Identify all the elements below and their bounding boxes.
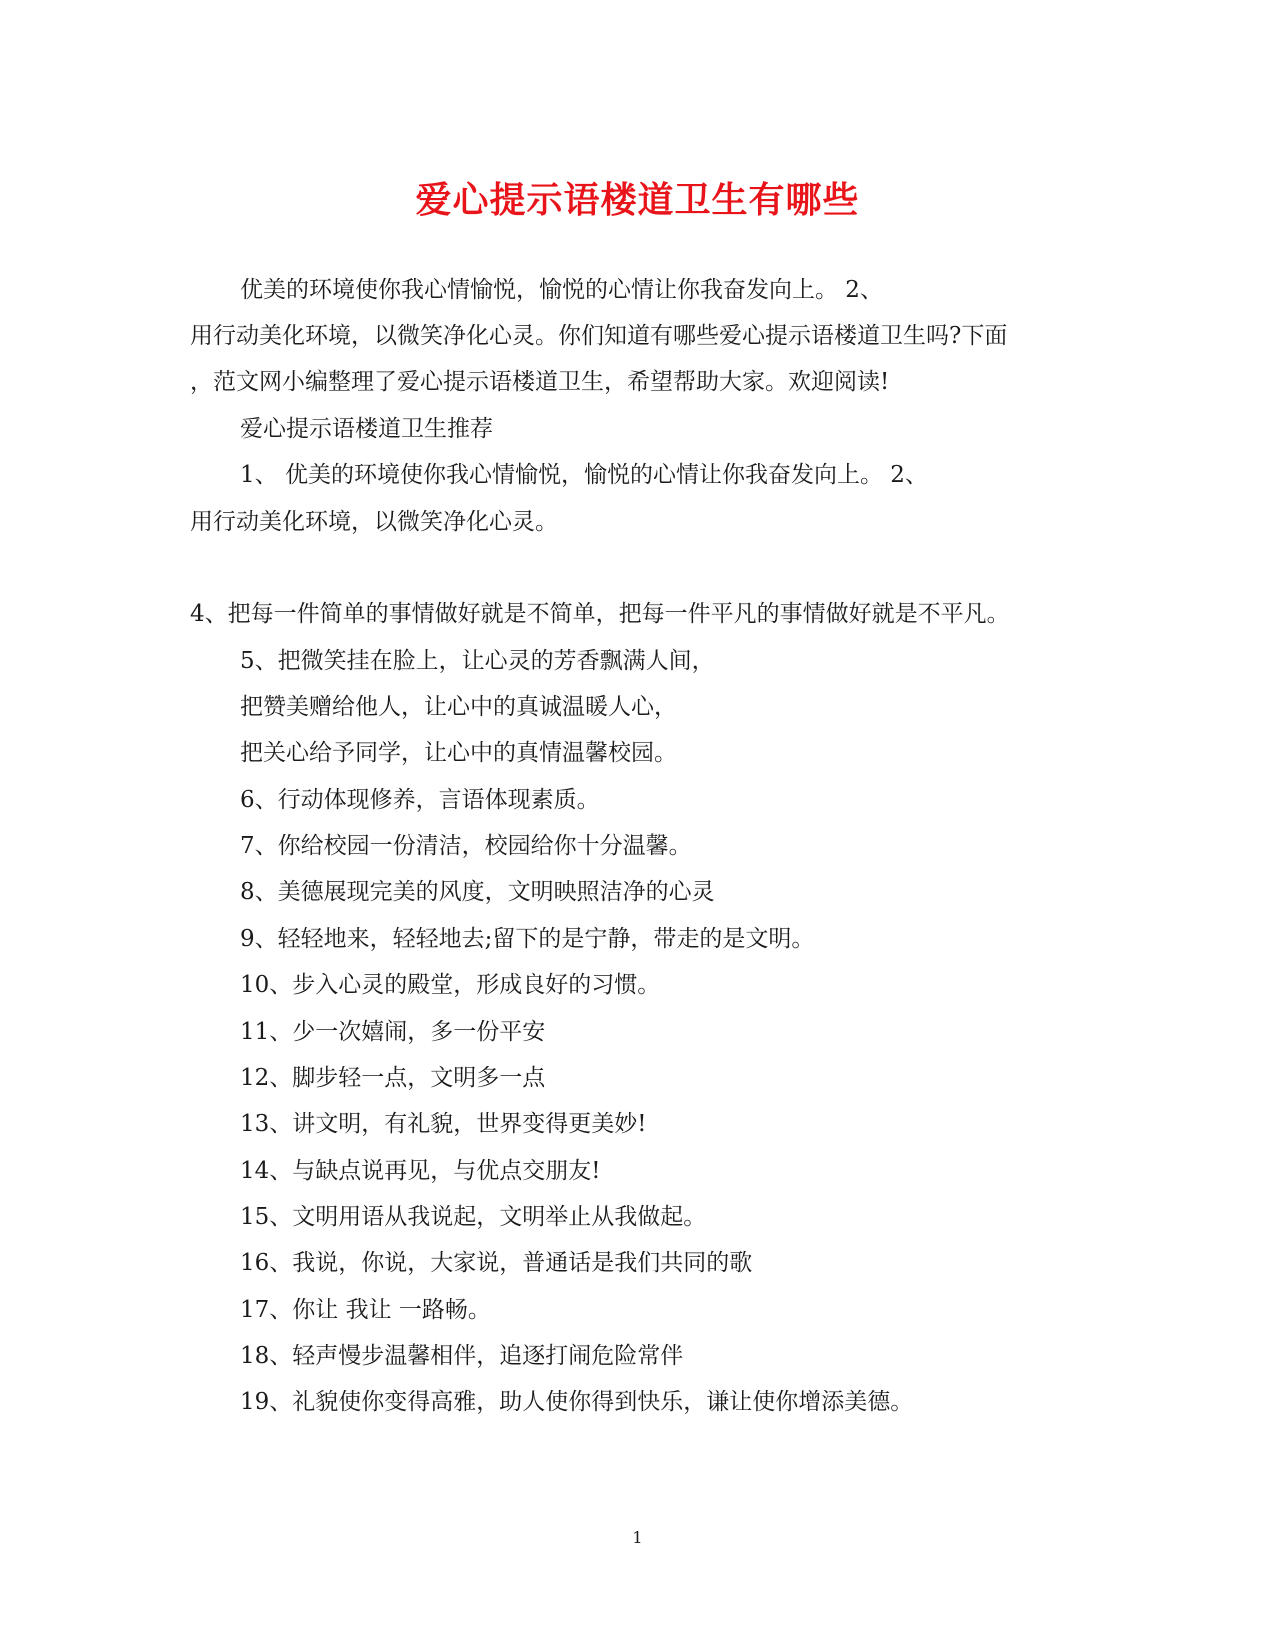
list-item: 9、轻轻地来，轻轻地去;留下的是宁静，带走的是文明。: [240, 926, 815, 952]
list-item: 11、少一次嬉闹，多一份平安: [240, 1019, 546, 1045]
list-item: 7、你给校园一份清洁，校园给你十分温馨。: [240, 833, 692, 859]
item-5-line-1: 5、把微笑挂在脸上，让心灵的芳香飘满人间，: [240, 648, 715, 674]
item-4: 4、把每一件简单的事情做好就是不简单，把每一件平凡的事情做好就是不平凡。: [190, 601, 1010, 627]
intro-line-2: 用行动美化环境，以微笑净化心灵。你们知道有哪些爱心提示语楼道卫生吗?下面: [190, 323, 1008, 349]
intro-line-3: ，范文网小编整理了爱心提示语楼道卫生，希望帮助大家。欢迎阅读!: [190, 369, 890, 395]
list-item: 6、行动体现修养，言语体现素质。: [240, 787, 600, 813]
page-number: 1: [632, 1528, 643, 1547]
list-item: 18、轻声慢步温馨相伴，追逐打闹危险常伴: [240, 1343, 684, 1369]
list-item: 10、步入心灵的殿堂，形成良好的习惯。: [240, 972, 661, 998]
list-item: 17、你让 我让 一路畅。: [240, 1297, 491, 1323]
item-1-line-2: 用行动美化环境，以微笑净化心灵。: [190, 509, 558, 535]
intro-line-1: 优美的环境使你我心情愉悦，愉悦的心情让你我奋发向上。 2、: [240, 277, 883, 303]
list-item: 13、讲文明，有礼貌，世界变得更美妙!: [240, 1111, 647, 1137]
item-1-line-1: 1、 优美的环境使你我心情愉悦，愉悦的心情让你我奋发向上。 2、: [240, 462, 928, 488]
list-item: 8、美德展现完美的风度，文明映照洁净的心灵: [240, 879, 715, 905]
list-item: 16、我说，你说，大家说，普通话是我们共同的歌: [240, 1250, 753, 1276]
list-item: 15、文明用语从我说起，文明举止从我做起。: [240, 1204, 707, 1230]
document-title: 爱心提示语楼道卫生有哪些: [415, 179, 860, 221]
list-item: 12、脚步轻一点，文明多一点: [240, 1065, 546, 1091]
item-5-line-3: 把关心给予同学，让心中的真情温馨校园。: [240, 740, 677, 766]
list-item: 14、与缺点说再见，与优点交朋友!: [240, 1158, 601, 1184]
section-heading: 爱心提示语楼道卫生推荐: [240, 416, 493, 442]
item-5-line-2: 把赞美赠给他人，让心中的真诚温暖人心，: [240, 694, 677, 720]
list-item: 19、礼貌使你变得高雅，助人使你得到快乐，谦让使你增添美德。: [240, 1389, 914, 1415]
